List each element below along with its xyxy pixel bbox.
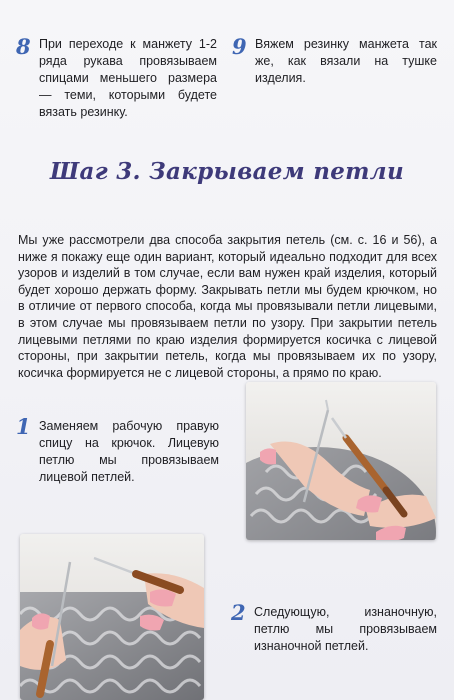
step-8-text: При переходе к манжету 1-2 ряда рукава провязываем спицами меньшего размера — теми, которыми будете вязать резинку. [39, 37, 217, 119]
step-1-text: Заменяем рабочую правую спицу на крючок. Лицевую петлю мы провязываем лицевой петлей. [39, 419, 219, 484]
knitting-photo-crochet-purl-stitch [20, 534, 204, 700]
step-2-number: 2 [231, 600, 246, 625]
knitting-photo-crochet-knit-stitch [246, 382, 436, 540]
step-1-number: 1 [16, 414, 31, 439]
step-9-number: 9 [232, 34, 247, 59]
step-9-text: Вяжем резинку манжета так же, как вязали на тушке изделия. [255, 37, 437, 85]
step-8-number: 8 [16, 34, 31, 59]
section-title: Шаг 3. Закрываем петли [50, 158, 404, 185]
section-intro: Мы уже рассмотрели два способа закрытия петель (см. с. 16 и 56), а ниже я покажу еще один вариант, который идеально подходит для всех узоров и изделий в том случае, если вам нужен край изделия, который будет хорошо держать форму. Закрывать петли мы будем крючком, но в отличие от первого способа, когда мы провязывали петли лицевыми, в этом случае мы провязываем петли по узору. При закрытии петель лицевыми петлями по краю изделия формируется косичка с лицевой стороны, при закрытии петель, когда мы провязываем их по узору, косичка формируется не с лицевой стороны, а прямо по краю. [18, 233, 437, 380]
step-2-text: Следующую, изнаночную, петлю мы провязываем изнаночной петлей. [254, 605, 437, 653]
